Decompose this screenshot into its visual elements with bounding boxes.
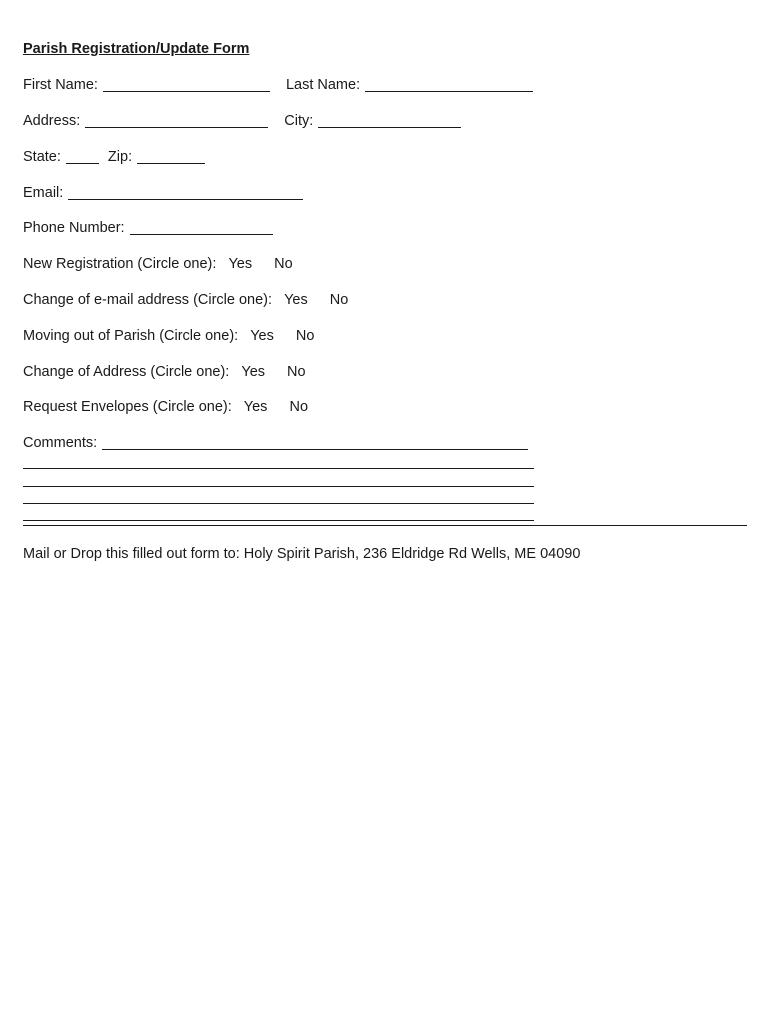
state-zip-row: [23, 149, 205, 169]
form-title: Parish Registration/Update Form: [23, 41, 250, 57]
section-divider: [23, 525, 747, 526]
no-option[interactable]: No: [295, 328, 315, 344]
no-option[interactable]: No: [274, 256, 293, 272]
zip-field[interactable]: [137, 149, 205, 164]
address-row: [23, 113, 461, 133]
address-field[interactable]: [85, 113, 268, 128]
no-option[interactable]: No: [329, 292, 349, 308]
question-label: Change of Address (Circle one):: [23, 364, 230, 380]
phone-label: Phone Number:: [23, 220, 125, 236]
question-label: Moving out of Parish (Circle one):: [23, 328, 239, 344]
state-field[interactable]: [66, 149, 99, 164]
city-label: City:: [284, 113, 314, 129]
comments-line[interactable]: [23, 486, 534, 487]
yes-option[interactable]: Yes: [284, 292, 308, 308]
yes-option[interactable]: Yes: [228, 256, 253, 272]
last-name-label: Last Name:: [285, 77, 361, 93]
last-name-field[interactable]: [365, 77, 533, 92]
mailing-instructions: Mail or Drop this filled out form to: Holy Spirit Parish, 236 Eldridge Rd Wells, ME 04090: [23, 546, 581, 562]
question-moving-out: [23, 328, 314, 348]
yes-option[interactable]: Yes: [250, 328, 274, 344]
email-field[interactable]: [68, 185, 303, 200]
no-option[interactable]: No: [287, 364, 306, 380]
name-row: [23, 77, 533, 97]
comments-label: Comments:: [23, 435, 98, 451]
comments-line[interactable]: [23, 520, 534, 521]
city-field[interactable]: [318, 113, 461, 128]
zip-label: Zip:: [107, 149, 133, 165]
state-label: State:: [23, 149, 61, 165]
question-new-registration: [23, 256, 293, 276]
comments-row: [23, 435, 528, 455]
email-row: [23, 185, 303, 205]
email-label: Email:: [23, 185, 64, 201]
comments-line[interactable]: [23, 503, 534, 504]
yes-option[interactable]: Yes: [243, 399, 268, 415]
question-request-envelopes: [23, 399, 308, 419]
comments-line[interactable]: [23, 468, 534, 469]
question-label: Change of e-mail address (Circle one):: [23, 292, 273, 308]
phone-field[interactable]: [130, 220, 273, 235]
question-label: New Registration (Circle one):: [23, 256, 217, 272]
address-label: Address:: [23, 113, 81, 129]
no-option[interactable]: No: [289, 399, 309, 415]
phone-row: [23, 220, 273, 240]
first-name-field[interactable]: [103, 77, 270, 92]
question-change-email: [23, 292, 348, 312]
first-name-label: First Name:: [23, 77, 98, 93]
question-change-address: [23, 364, 306, 384]
yes-option[interactable]: Yes: [241, 364, 266, 380]
question-label: Request Envelopes (Circle one):: [23, 399, 232, 415]
comments-field[interactable]: [102, 435, 528, 450]
